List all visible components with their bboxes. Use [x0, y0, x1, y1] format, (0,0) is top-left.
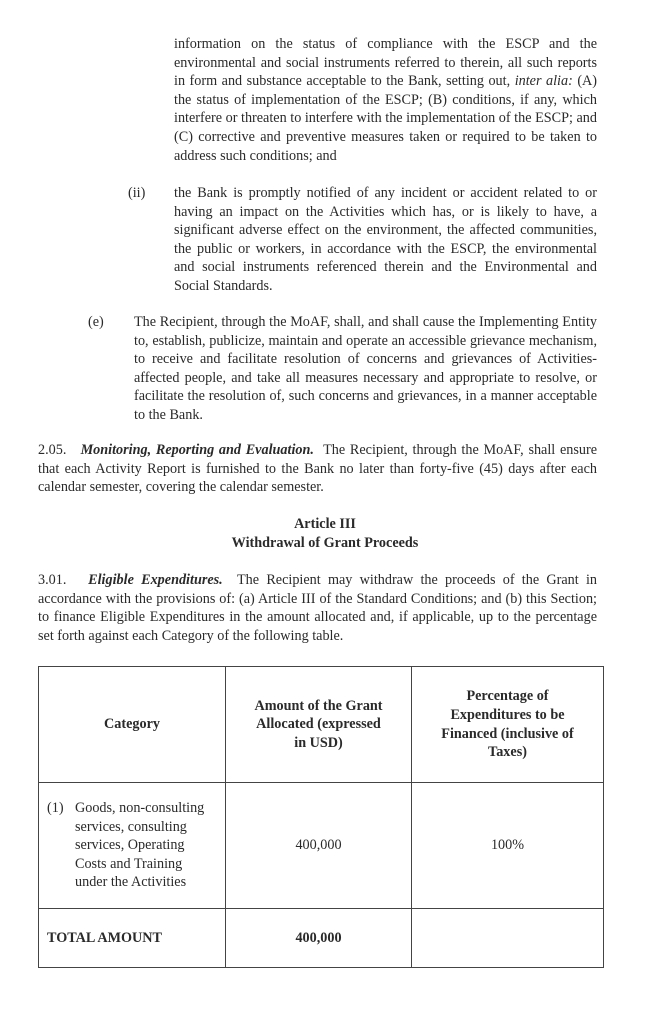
total-label: TOTAL AMOUNT — [39, 909, 226, 968]
continued-paragraph-tail: (A) the status of implementation of the ESCP; (B) conditions, if any, which interfere or threaten to interfere with the implementation of the ESCP; and (C) corrective and preventive measures taken or required to be taken to address such conditions; and — [174, 73, 598, 164]
header-percentage: Percentage of Expenditures to be Financed (inclusive of Taxes) — [412, 667, 604, 783]
section-3-01-text: The Recipient may withdraw the proceeds of the Grant in accordance with the provisions of: (a) Article III of the Standard Conditions; and (b) this Section; to finance Eligible Expenditures in the amount allocated and, if applicable, up to the percentage set forth against each Category of the following table. — [38, 572, 597, 644]
row-category: Goods, non-consulting services, consulting services, Operating Costs and Training under the Activities — [75, 800, 205, 891]
article-title: Article III — [294, 516, 356, 532]
total-amount: 400,000 — [226, 909, 412, 968]
section-3-01-number: 3.01. — [38, 572, 67, 588]
header-category: Category — [39, 667, 226, 783]
section-2-05-number: 2.05. — [38, 442, 67, 458]
row-number: (1) — [47, 800, 64, 817]
item-ii-marker: (ii) — [128, 185, 146, 201]
row-amount: 400,000 — [226, 783, 412, 909]
continued-paragraph-text: information on the status of compliance with the ESCP and the environmental and social instruments referred to therein, all such reports in form and substance acceptable to the Bank, setting out, — [174, 36, 597, 90]
item-e-marker: (e) — [88, 314, 104, 330]
row-category-cell — [39, 783, 226, 909]
table-total-row — [39, 909, 604, 968]
total-percentage-empty — [412, 909, 604, 968]
continued-paragraph — [174, 35, 597, 165]
section-2-05 — [38, 441, 597, 497]
item-ii-text: the Bank is promptly notified of any incident or accident related to or having an impact on the Activities which has, or is likely to have, a significant adverse effect on the environment, the affected communities, the public or workers, in accordance with the ESCP, the environmental and social instruments referenced therein and the Environmental and Social Standards. — [174, 185, 597, 294]
section-3-01-heading: Eligible Expenditures. — [88, 572, 223, 588]
section-2-05-heading: Monitoring, Reporting and Evaluation. — [80, 442, 314, 458]
header-amount: Amount of the Grant Allocated (expressed in USD) — [226, 667, 412, 783]
inter-alia-text: inter alia: — [514, 73, 573, 90]
row-percentage: 100% — [412, 783, 604, 909]
allocation-table — [38, 666, 604, 968]
article-subtitle: Withdrawal of Grant Proceeds — [231, 535, 419, 551]
item-e-text: The Recipient, through the MoAF, shall, and shall cause the Implementing Entity to, establish, publicize, maintain and operate an accessible grievance mechanism, to receive and facilitate resolution of concerns and grievances of Activities-affected people, and take all measures necessary and appropriate to resolve, or facilitate the resolution of, such concerns and grievances, in a manner acceptable to the Bank. — [134, 314, 597, 423]
section-2-05-text: The Recipient, through the MoAF, shall ensure that each Activity Report is furnished to the Bank no later than forty-five (45) days after each calendar semester, covering the calendar semester. — [38, 442, 597, 496]
section-3-01 — [38, 571, 597, 645]
table-header-row — [39, 667, 604, 783]
table-row — [39, 783, 604, 909]
